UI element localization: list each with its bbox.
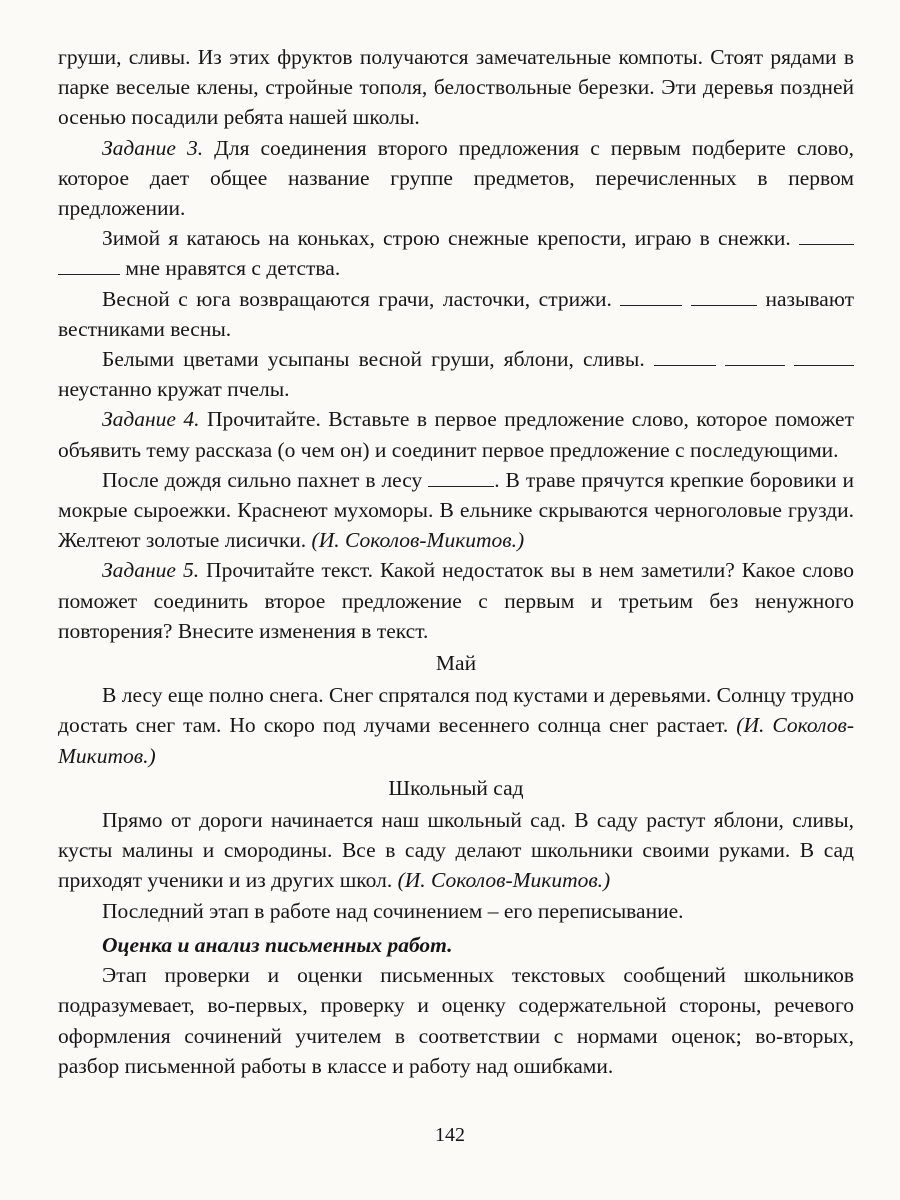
final-paragraph: Этап проверки и оценки письменных текстовых сообщений школьников подразумевает, во-первых, проверку и оценку содержательной стороны, речевого оформления сочинений учителем в соответствии с нормами оценок; во-вторых, разбор письменной работы в классе и работу над ошибками.	[58, 963, 854, 1078]
author-citation: (И. Соколов-Микитов.)	[397, 868, 611, 893]
garden-text-body: Прямо от дороги начинается наш школьный сад. В саду растут яблони, сливы, кусты малины и смородины. Все в саду делают школьники своими руками. В сад приходят ученики и из других школ.	[58, 808, 854, 893]
paragraph-intro: груши, сливы. Из этих фруктов получаются замечательные компоты. Стоят рядами в парке веселые клены, стройные тополя, белоствольные березки. Эти деревья поздней осенью посадили ребята нашей школы.	[58, 45, 854, 130]
task-3-paragraph	[58, 133, 854, 224]
task-5-text: Прочитайте текст. Какой недостаток вы в нем заметили? Какое слово поможет соединить второе предложение с первым и третьим без ненужного повторения? Внесите изменения в текст.	[58, 558, 854, 643]
task-4-paragraph	[58, 404, 854, 464]
page-number: 142	[435, 1124, 465, 1146]
text-title-may: Май	[435, 651, 477, 676]
blank-line	[691, 285, 757, 306]
blank-line	[725, 345, 785, 366]
blank-line	[428, 466, 494, 487]
blank-line	[58, 254, 120, 275]
author-citation: (И. Соколов-Микитов.)	[311, 528, 525, 553]
exercise-sentence-1	[58, 223, 854, 283]
sentence-2-end: называют вестниками весны.	[58, 286, 855, 341]
sentence-3-end: неустанно кружат пчелы.	[58, 377, 290, 402]
task-4-text: Прочитайте. Вставьте в первое предложение слово, которое поможет объявить тему рассказа (о чем он) и соединит первое предложение с последующими.	[58, 407, 854, 462]
task-3-label: Задание 3.	[102, 135, 204, 160]
page-text	[58, 42, 854, 1081]
sentence-2-start: Весной с юга возвращаются грачи, ласточки, стрижи.	[102, 286, 621, 311]
section-heading: Оценка и анализ письменных работ.	[102, 932, 453, 957]
task-5-label: Задание 5.	[102, 558, 200, 583]
school-garden-text	[58, 805, 854, 896]
last-step-paragraph: Последний этап в работе над сочинением – его переписывание.	[102, 898, 684, 923]
task-5-paragraph	[58, 555, 854, 646]
blank-line	[794, 345, 854, 366]
author-citation: (И. Соколов-Микитов.)	[58, 713, 854, 768]
blank-line	[799, 224, 854, 245]
forest-text-start: После дождя сильно пахнет в лесу	[102, 467, 429, 492]
exercise-sentence-2	[58, 284, 854, 344]
sentence-1-end: мне нравятся с детства.	[120, 256, 341, 281]
sentence-1-start: Зимой я катаюсь на коньках, строю снежные крепости, играю в снежки.	[102, 226, 799, 251]
section-heading-paragraph	[58, 930, 854, 960]
text-title-school-garden: Школьный сад	[388, 775, 524, 800]
exercise-sentence-3	[58, 344, 854, 404]
forest-text-rest: . В траве прячутся крепкие боровики и мокрые сыроежки. Краснеют мухоморы. В ельнике скрываются черноголовые грузди. Желтеют золотые лисички.	[58, 467, 854, 553]
sentence-3-start: Белыми цветами усыпаны весной груши, яблони, сливы.	[102, 347, 654, 372]
exercise-forest-text	[58, 465, 854, 556]
blank-line	[654, 345, 716, 366]
may-text	[58, 680, 854, 771]
blank-line	[620, 285, 682, 306]
task-4-label: Задание 4.	[102, 407, 200, 432]
task-3-text: Для соединения второго предложения с первым подберите слово, которое дает общее название группе предметов, перечисленных в первом предложении.	[58, 135, 854, 221]
may-text-body: В лесу еще полно снега. Снег спрятался под кустами и деревьями. Солнцу трудно достать снег там. Но скоро под лучами весеннего солнца снег растает.	[58, 683, 854, 738]
